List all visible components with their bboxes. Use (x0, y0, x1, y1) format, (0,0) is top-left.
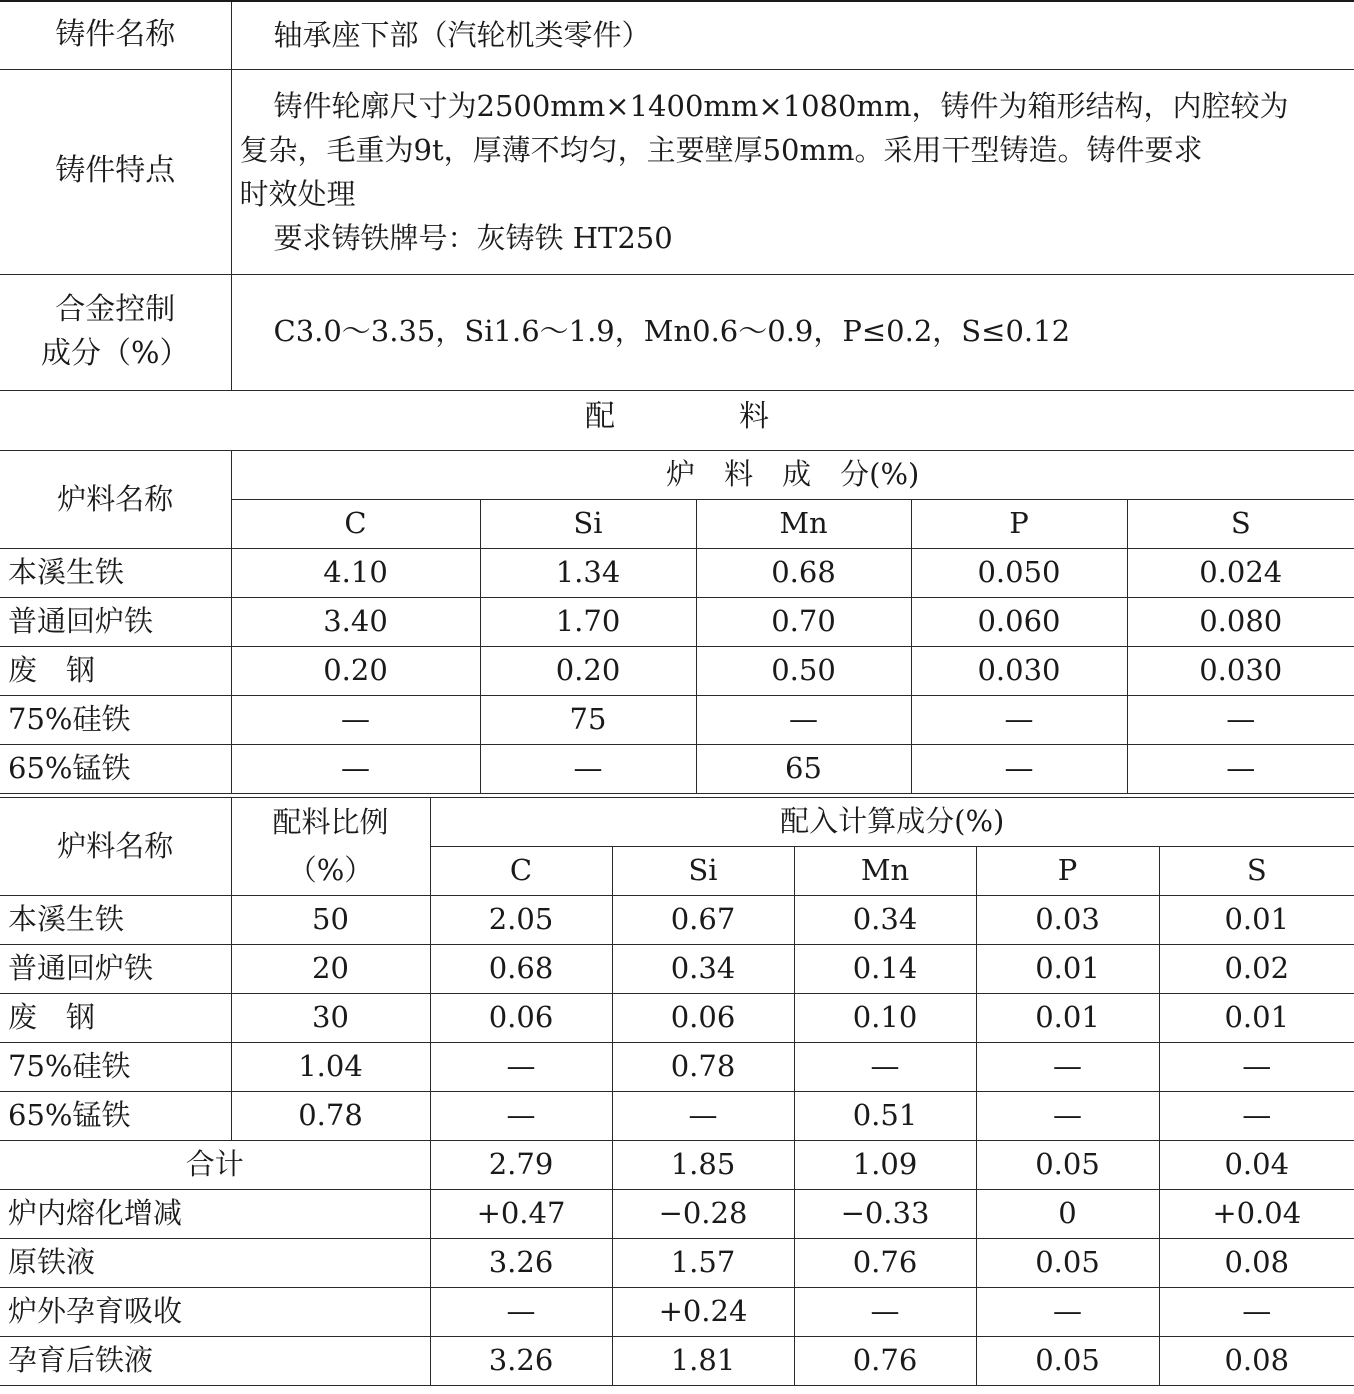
cell-s: 0.080 (1127, 598, 1354, 647)
cell-si: 0.06 (612, 994, 794, 1043)
cell-c: 0.68 (430, 945, 612, 994)
cell-p: 0.03 (976, 896, 1159, 945)
cell-s: — (1127, 696, 1354, 745)
composition-header-row (0, 451, 1354, 500)
cell-s: — (1159, 1043, 1354, 1092)
cell-s: 0.01 (1159, 994, 1354, 1043)
cell-s: 0.08 (1159, 1239, 1354, 1288)
cell-si: 1.57 (612, 1239, 794, 1288)
cell-s: 0.01 (1159, 896, 1354, 945)
cell-c: — (231, 696, 480, 745)
calculation-col-p: P (976, 847, 1159, 896)
cell-p: — (976, 1288, 1159, 1337)
cell-si: 0.78 (612, 1043, 794, 1092)
section-title-batching (0, 384, 1354, 451)
cell-c: — (430, 1092, 612, 1141)
cell-s: 0.030 (1127, 647, 1354, 696)
cell-p: 0.05 (976, 1337, 1159, 1386)
cell-p: — (976, 1043, 1159, 1092)
cell-ratio: 30 (231, 994, 430, 1043)
cell-s: 0.02 (1159, 945, 1354, 994)
cell-si: 1.70 (480, 598, 696, 647)
cell-c: 0.20 (231, 647, 480, 696)
composition-col-si: Si (480, 500, 696, 549)
cell-si: — (612, 1092, 794, 1141)
row-name: 本溪生铁 (0, 549, 231, 598)
cell-si: — (480, 745, 696, 794)
cell-mn: 0.76 (794, 1239, 976, 1288)
composition-col-mn: Mn (696, 500, 911, 549)
total-si: 1.85 (612, 1141, 794, 1190)
row-name: 75%硅铁 (0, 1043, 231, 1092)
cell-si: 0.67 (612, 896, 794, 945)
total-row (0, 1141, 1354, 1190)
cell-s: 0.024 (1127, 549, 1354, 598)
cell-mn: −0.33 (794, 1190, 976, 1239)
cell-c: 3.26 (430, 1239, 612, 1288)
alloy-control-row (0, 274, 1354, 390)
batch-calculation-table (0, 797, 1354, 1386)
row-name: 废 钢 (0, 994, 231, 1043)
casting-feature-row (0, 69, 1354, 274)
cell-mn: — (794, 1043, 976, 1092)
cell-si: −0.28 (612, 1190, 794, 1239)
alloy-control-value: C3.0～3.35，Si1.6～1.9，Mn0.6～0.9，P≤0.2，S≤0.12 (231, 274, 1354, 390)
row-name: 原铁液 (0, 1239, 430, 1288)
cell-mn: 0.10 (794, 994, 976, 1043)
feature-line-3: 时效处理 (239, 176, 356, 211)
cell-s: +0.04 (1159, 1190, 1354, 1239)
alloy-label-line-2: 成分（%） (40, 336, 190, 371)
cell-mn: 0.70 (696, 598, 911, 647)
calculation-group-header: 配入计算成分(%) (430, 798, 1354, 847)
composition-col-s: S (1127, 500, 1354, 549)
cell-p: 0.030 (911, 647, 1127, 696)
cell-c: 3.26 (430, 1337, 612, 1386)
cell-c: 3.40 (231, 598, 480, 647)
composition-col-c: C (231, 500, 480, 549)
cell-p: 0.01 (976, 994, 1159, 1043)
table-row (0, 647, 1354, 696)
calculation-header-row (0, 798, 1354, 847)
composition-group-header: 炉 料 成 分(%) (231, 451, 1354, 500)
row-name: 65%锰铁 (0, 1092, 231, 1141)
total-s: 0.04 (1159, 1141, 1354, 1190)
cell-s: 0.08 (1159, 1337, 1354, 1386)
cell-p: — (911, 696, 1127, 745)
feature-line-2: 复杂，毛重为9t，厚薄不均匀，主要壁厚50mm。采用干型铸造。铸件要求 (239, 132, 1203, 167)
total-c: 2.79 (430, 1141, 612, 1190)
table-row (0, 745, 1354, 794)
casting-name-label: 铸件名称 (0, 1, 231, 69)
cell-mn: — (794, 1288, 976, 1337)
calculation-col-si: Si (612, 847, 794, 896)
calculation-ratio-header-line-2: （%） (231, 847, 430, 896)
cell-ratio: 20 (231, 945, 430, 994)
summary-row (0, 1337, 1354, 1386)
feature-line-1: 铸件轮廓尺寸为2500mm×1400mm×1080mm，铸件为箱形结构，内腔较为 (273, 88, 1289, 123)
row-name: 本溪生铁 (0, 896, 231, 945)
calculation-col-c: C (430, 847, 612, 896)
cell-p: 0.05 (976, 1239, 1159, 1288)
table-row (0, 549, 1354, 598)
cell-mn: 0.14 (794, 945, 976, 994)
composition-col-p: P (911, 500, 1127, 549)
row-name: 孕育后铁液 (0, 1337, 430, 1386)
cell-si: +0.24 (612, 1288, 794, 1337)
cell-p: 0.060 (911, 598, 1127, 647)
row-name: 普通回炉铁 (0, 945, 231, 994)
calculation-col-s: S (1159, 847, 1354, 896)
row-name: 炉内熔化增减 (0, 1190, 430, 1239)
row-name: 普通回炉铁 (0, 598, 231, 647)
row-name: 炉外孕育吸收 (0, 1288, 430, 1337)
cell-p: — (911, 745, 1127, 794)
table-row (0, 896, 1354, 945)
total-p: 0.05 (976, 1141, 1159, 1190)
casting-info-table (0, 0, 1354, 391)
summary-row (0, 1288, 1354, 1337)
total-label: 合计 (0, 1141, 430, 1190)
cell-s: — (1159, 1092, 1354, 1141)
cell-c: — (430, 1043, 612, 1092)
cell-si: 1.34 (480, 549, 696, 598)
cell-mn: 0.68 (696, 549, 911, 598)
cell-s: — (1159, 1288, 1354, 1337)
casting-name-row (0, 1, 1354, 69)
cell-ratio: 50 (231, 896, 430, 945)
section-title-part-2: 料 (739, 399, 769, 434)
table-row (0, 1043, 1354, 1092)
casting-name-value: 轴承座下部（汽轮机类零件） (231, 1, 1354, 69)
cell-mn: 0.76 (794, 1337, 976, 1386)
total-mn: 1.09 (794, 1141, 976, 1190)
table-row (0, 598, 1354, 647)
cell-c: +0.47 (430, 1190, 612, 1239)
summary-row (0, 1239, 1354, 1288)
alloy-label-line-1: 合金控制 (55, 292, 176, 327)
calculation-name-header: 炉料名称 (0, 798, 231, 896)
cell-mn: 0.34 (794, 896, 976, 945)
cell-p: 0.050 (911, 549, 1127, 598)
alloy-control-label (0, 274, 231, 390)
cell-c: 0.06 (430, 994, 612, 1043)
calculation-col-mn: Mn (794, 847, 976, 896)
feature-line-4: 要求铸铁牌号：灰铸铁 HT250 (273, 220, 673, 255)
cell-p: 0.01 (976, 945, 1159, 994)
row-name: 65%锰铁 (0, 745, 231, 794)
cell-mn: 65 (696, 745, 911, 794)
table-row (0, 994, 1354, 1043)
cell-mn: 0.51 (794, 1092, 976, 1141)
cell-p: — (976, 1092, 1159, 1141)
cell-s: — (1127, 745, 1354, 794)
cell-c: 2.05 (430, 896, 612, 945)
cell-p: 0 (976, 1190, 1159, 1239)
cell-ratio: 1.04 (231, 1043, 430, 1092)
cell-mn: — (696, 696, 911, 745)
cell-si: 0.34 (612, 945, 794, 994)
summary-row (0, 1190, 1354, 1239)
cell-mn: 0.50 (696, 647, 911, 696)
table-row (0, 945, 1354, 994)
section-title-part-1: 配 (585, 399, 615, 434)
composition-name-header: 炉料名称 (0, 451, 231, 549)
cell-c: 4.10 (231, 549, 480, 598)
table-row (0, 696, 1354, 745)
calculation-ratio-header-line-1: 配料比例 (231, 798, 430, 847)
casting-feature-label: 铸件特点 (0, 69, 231, 274)
cell-ratio: 0.78 (231, 1092, 430, 1141)
cell-c: — (231, 745, 480, 794)
casting-feature-text (231, 69, 1354, 274)
cell-si: 1.81 (612, 1337, 794, 1386)
cell-si: 75 (480, 696, 696, 745)
row-name: 废 钢 (0, 647, 231, 696)
row-name: 75%硅铁 (0, 696, 231, 745)
charge-composition-table (0, 450, 1354, 794)
table-row (0, 1092, 1354, 1141)
cell-si: 0.20 (480, 647, 696, 696)
cell-c: — (430, 1288, 612, 1337)
